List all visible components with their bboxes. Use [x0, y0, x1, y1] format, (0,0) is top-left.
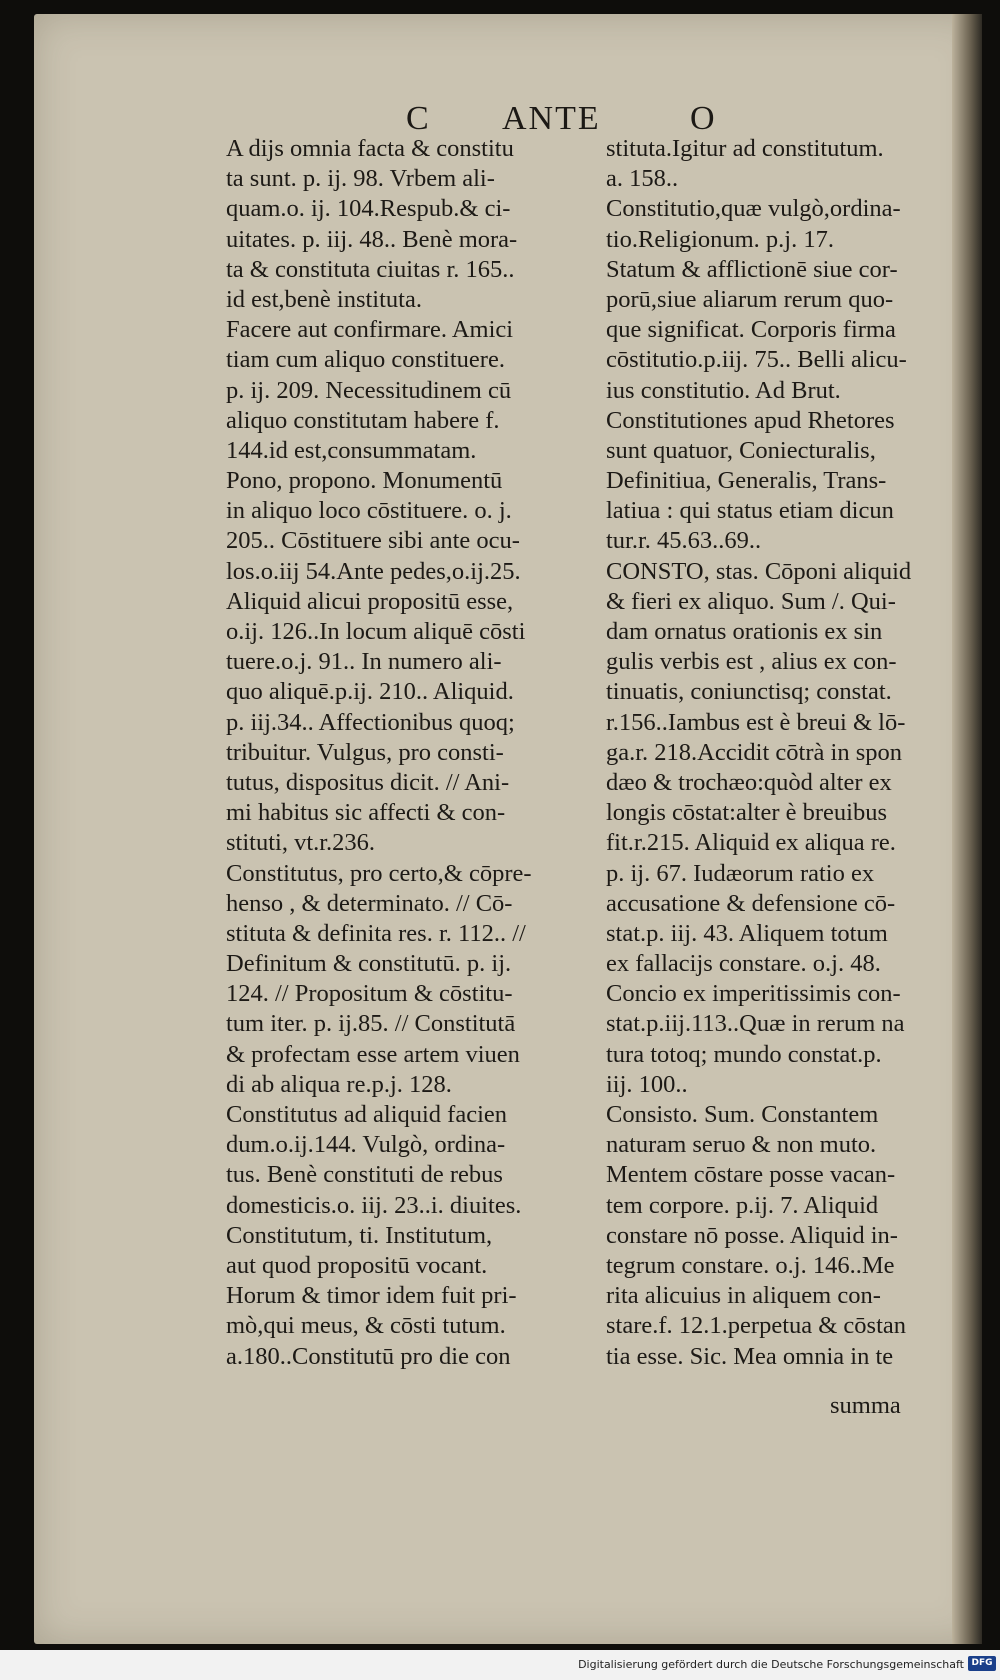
text-line: tiam cum aliquo constituere.	[226, 346, 505, 374]
text-line: & fieri ex aliquo. Sum /. Qui-	[606, 587, 896, 615]
text-line: 144.id est,consummatam.	[226, 436, 477, 464]
text-line: aut quod propositū vocant.	[226, 1251, 488, 1279]
text-line: 205.. Cōstituere sibi ante ocu-	[226, 527, 520, 555]
text-line: stituta.Igitur ad constitutum.	[606, 135, 884, 162]
text-line: Constitutum, ti. Institutum,	[226, 1221, 493, 1249]
text-line: Concio ex imperitissimis con-	[606, 980, 901, 1008]
text-line: Horum & timor idem fuit pri-	[226, 1282, 517, 1310]
text-line: tegrum constare. o.j. 146..Me	[606, 1251, 895, 1279]
text-line: tia esse. Sic. Mea omnia in te	[606, 1342, 894, 1370]
text-line: tum iter. p. ij.85. // Constitutā	[226, 1010, 516, 1038]
text-line: Constitutiones apud Rhetores	[606, 406, 895, 434]
text-line: mi habitus sic affecti & con-	[226, 799, 506, 827]
text-line: mò,qui meus, & cōsti tutum.	[226, 1312, 506, 1340]
text-line: stat.p.iij.113..Quæ in rerum na	[606, 1010, 905, 1038]
text-line: dam ornatus orationis ex sin	[606, 618, 883, 645]
text-line: dum.o.ij.144. Vulgò, ordina-	[226, 1131, 506, 1159]
text-line: & profectam esse artem viuen	[226, 1040, 520, 1068]
text-line: fit.r.215. Aliquid ex aliqua re.	[606, 829, 896, 857]
right-column	[606, 134, 968, 1372]
text-line: Constitutus, pro certo,& cōpre-	[226, 859, 532, 887]
text-line: sunt quatuor, Coniecturalis,	[606, 436, 876, 464]
text-line: in aliquo loco cōstituere. o. j.	[226, 497, 512, 525]
text-line: r.156..Iambus est è breui & lō-	[606, 708, 906, 736]
text-line: tribuitur. Vulgus, pro consti-	[226, 738, 504, 766]
text-line: los.o.iij 54.Ante pedes,o.ij.25.	[226, 557, 521, 585]
text-line: tutus, dispositus dicit. // Ani-	[226, 768, 510, 796]
text-line: longis cōstat:alter è breuibus	[606, 799, 887, 827]
text-line: accusatione & defensione cō-	[606, 889, 896, 917]
text-line: a.180..Constitutū pro die con	[226, 1342, 511, 1370]
text-line: Aliquid alicui propositū esse,	[226, 587, 514, 615]
text-line: tuere.o.j. 91.. In numero ali-	[226, 648, 502, 676]
text-line: henso , & determinato. // Cō-	[226, 889, 513, 917]
text-line: p. iij.34.. Affectionibus quoq;	[226, 708, 515, 736]
text-line: Consisto. Sum. Constantem	[606, 1101, 879, 1128]
text-line: tio.Religionum. p.j. 17.	[606, 225, 834, 253]
text-line: Pono, propono. Monumentū	[226, 467, 503, 495]
text-line: que significat. Corporis firma	[606, 316, 896, 344]
left-column	[226, 134, 596, 1372]
text-line: porū,siue aliarum rerum quo-	[606, 285, 894, 313]
text-line: p. ij. 209. Necessitudinem cū	[226, 376, 512, 404]
text-line: iij. 100..	[606, 1070, 688, 1098]
text-line: Statum & afflictionē siue cor-	[606, 255, 898, 283]
text-line: tinuatis, coniunctisq; constat.	[606, 678, 892, 706]
text-line: uitates. p. iij. 48.. Benè mora-	[226, 225, 518, 253]
text-line: Definitum & constitutū. p. ij.	[226, 950, 512, 978]
text-line: Constitutus ad aliquid facien	[226, 1101, 508, 1128]
text-line: tus. Benè constituti de rebus	[226, 1161, 503, 1189]
text-line: latiua : qui status etiam dicun	[606, 497, 894, 525]
text-line: tur.r. 45.63..69..	[606, 527, 762, 555]
text-line: quam.o. ij. 104.Respub.& ci-	[226, 195, 511, 223]
text-line: stituti, vt.r.236.	[226, 829, 376, 857]
footer-credit: Digitalisierung gefördert durch die Deutsche Forschungsgemeinschaft	[578, 1658, 964, 1671]
text-line: domesticis.o. iij. 23..i. diuites.	[226, 1191, 522, 1219]
text-line: 124. // Propositum & cōstitu-	[226, 980, 513, 1008]
footer-bar	[0, 1650, 1000, 1680]
text-line: Definitiua, Generalis, Trans-	[606, 467, 887, 495]
header-title: ANTE	[502, 100, 601, 137]
text-line: id est,benè instituta.	[226, 285, 422, 313]
text-line: tem corpore. p.ij. 7. Aliquid	[606, 1191, 879, 1219]
text-line: constare nō posse. Aliquid in-	[606, 1221, 898, 1249]
dfg-logo: DFG	[968, 1656, 996, 1671]
header-letter-o: O	[690, 100, 717, 137]
text-line: ta sunt. p. ij. 98. Vrbem ali-	[226, 165, 495, 193]
text-line: p. ij. 67. Iudæorum ratio ex	[606, 859, 875, 887]
text-line: tura totoq; mundo constat.p.	[606, 1040, 882, 1068]
text-line: ta & constituta ciuitas r. 165..	[226, 255, 515, 283]
text-line: stat.p. iij. 43. Aliquem totum	[606, 919, 888, 947]
text-line: Facere aut confirmare. Amici	[226, 316, 514, 344]
text-line: a. 158..	[606, 165, 679, 193]
text-line: aliquo constitutam habere f.	[226, 406, 500, 434]
text-line: di ab aliqua re.p.j. 128.	[226, 1070, 452, 1098]
text-line: cōstitutio.p.iij. 75.. Belli alicu-	[606, 346, 907, 374]
header-letter-c: C	[406, 100, 431, 137]
text-line: dæo & trochæo:quòd alter ex	[606, 768, 892, 796]
text-line: ius constitutio. Ad Brut.	[606, 376, 841, 404]
text-line: ex fallacijs constare. o.j. 48.	[606, 950, 881, 978]
text-line: ga.r. 218.Accidit cōtrà in spon	[606, 738, 902, 766]
text-line: rita alicuius in aliquem con-	[606, 1282, 881, 1310]
text-line: CONSTO, stas. Cōponi aliquid	[606, 557, 912, 585]
text-line: Mentem cōstare posse vacan-	[606, 1161, 896, 1189]
text-line: stituta & definita res. r. 112.. //	[226, 919, 526, 947]
text-line: naturam seruo & non muto.	[606, 1131, 877, 1159]
text-line: gulis verbis est , alius ex con-	[606, 648, 897, 676]
text-line: stare.f. 12.1.perpetua & cōstan	[606, 1312, 907, 1340]
text-line: o.ij. 126..In locum aliquē cōsti	[226, 618, 526, 645]
text-line: Constitutio,quæ vulgò,ordina-	[606, 195, 901, 223]
text-line: A dijs omnia facta & constitu	[226, 135, 514, 162]
catchword: summa	[830, 1392, 901, 1419]
text-line: quo aliquē.p.ij. 210.. Aliquid.	[226, 678, 514, 706]
